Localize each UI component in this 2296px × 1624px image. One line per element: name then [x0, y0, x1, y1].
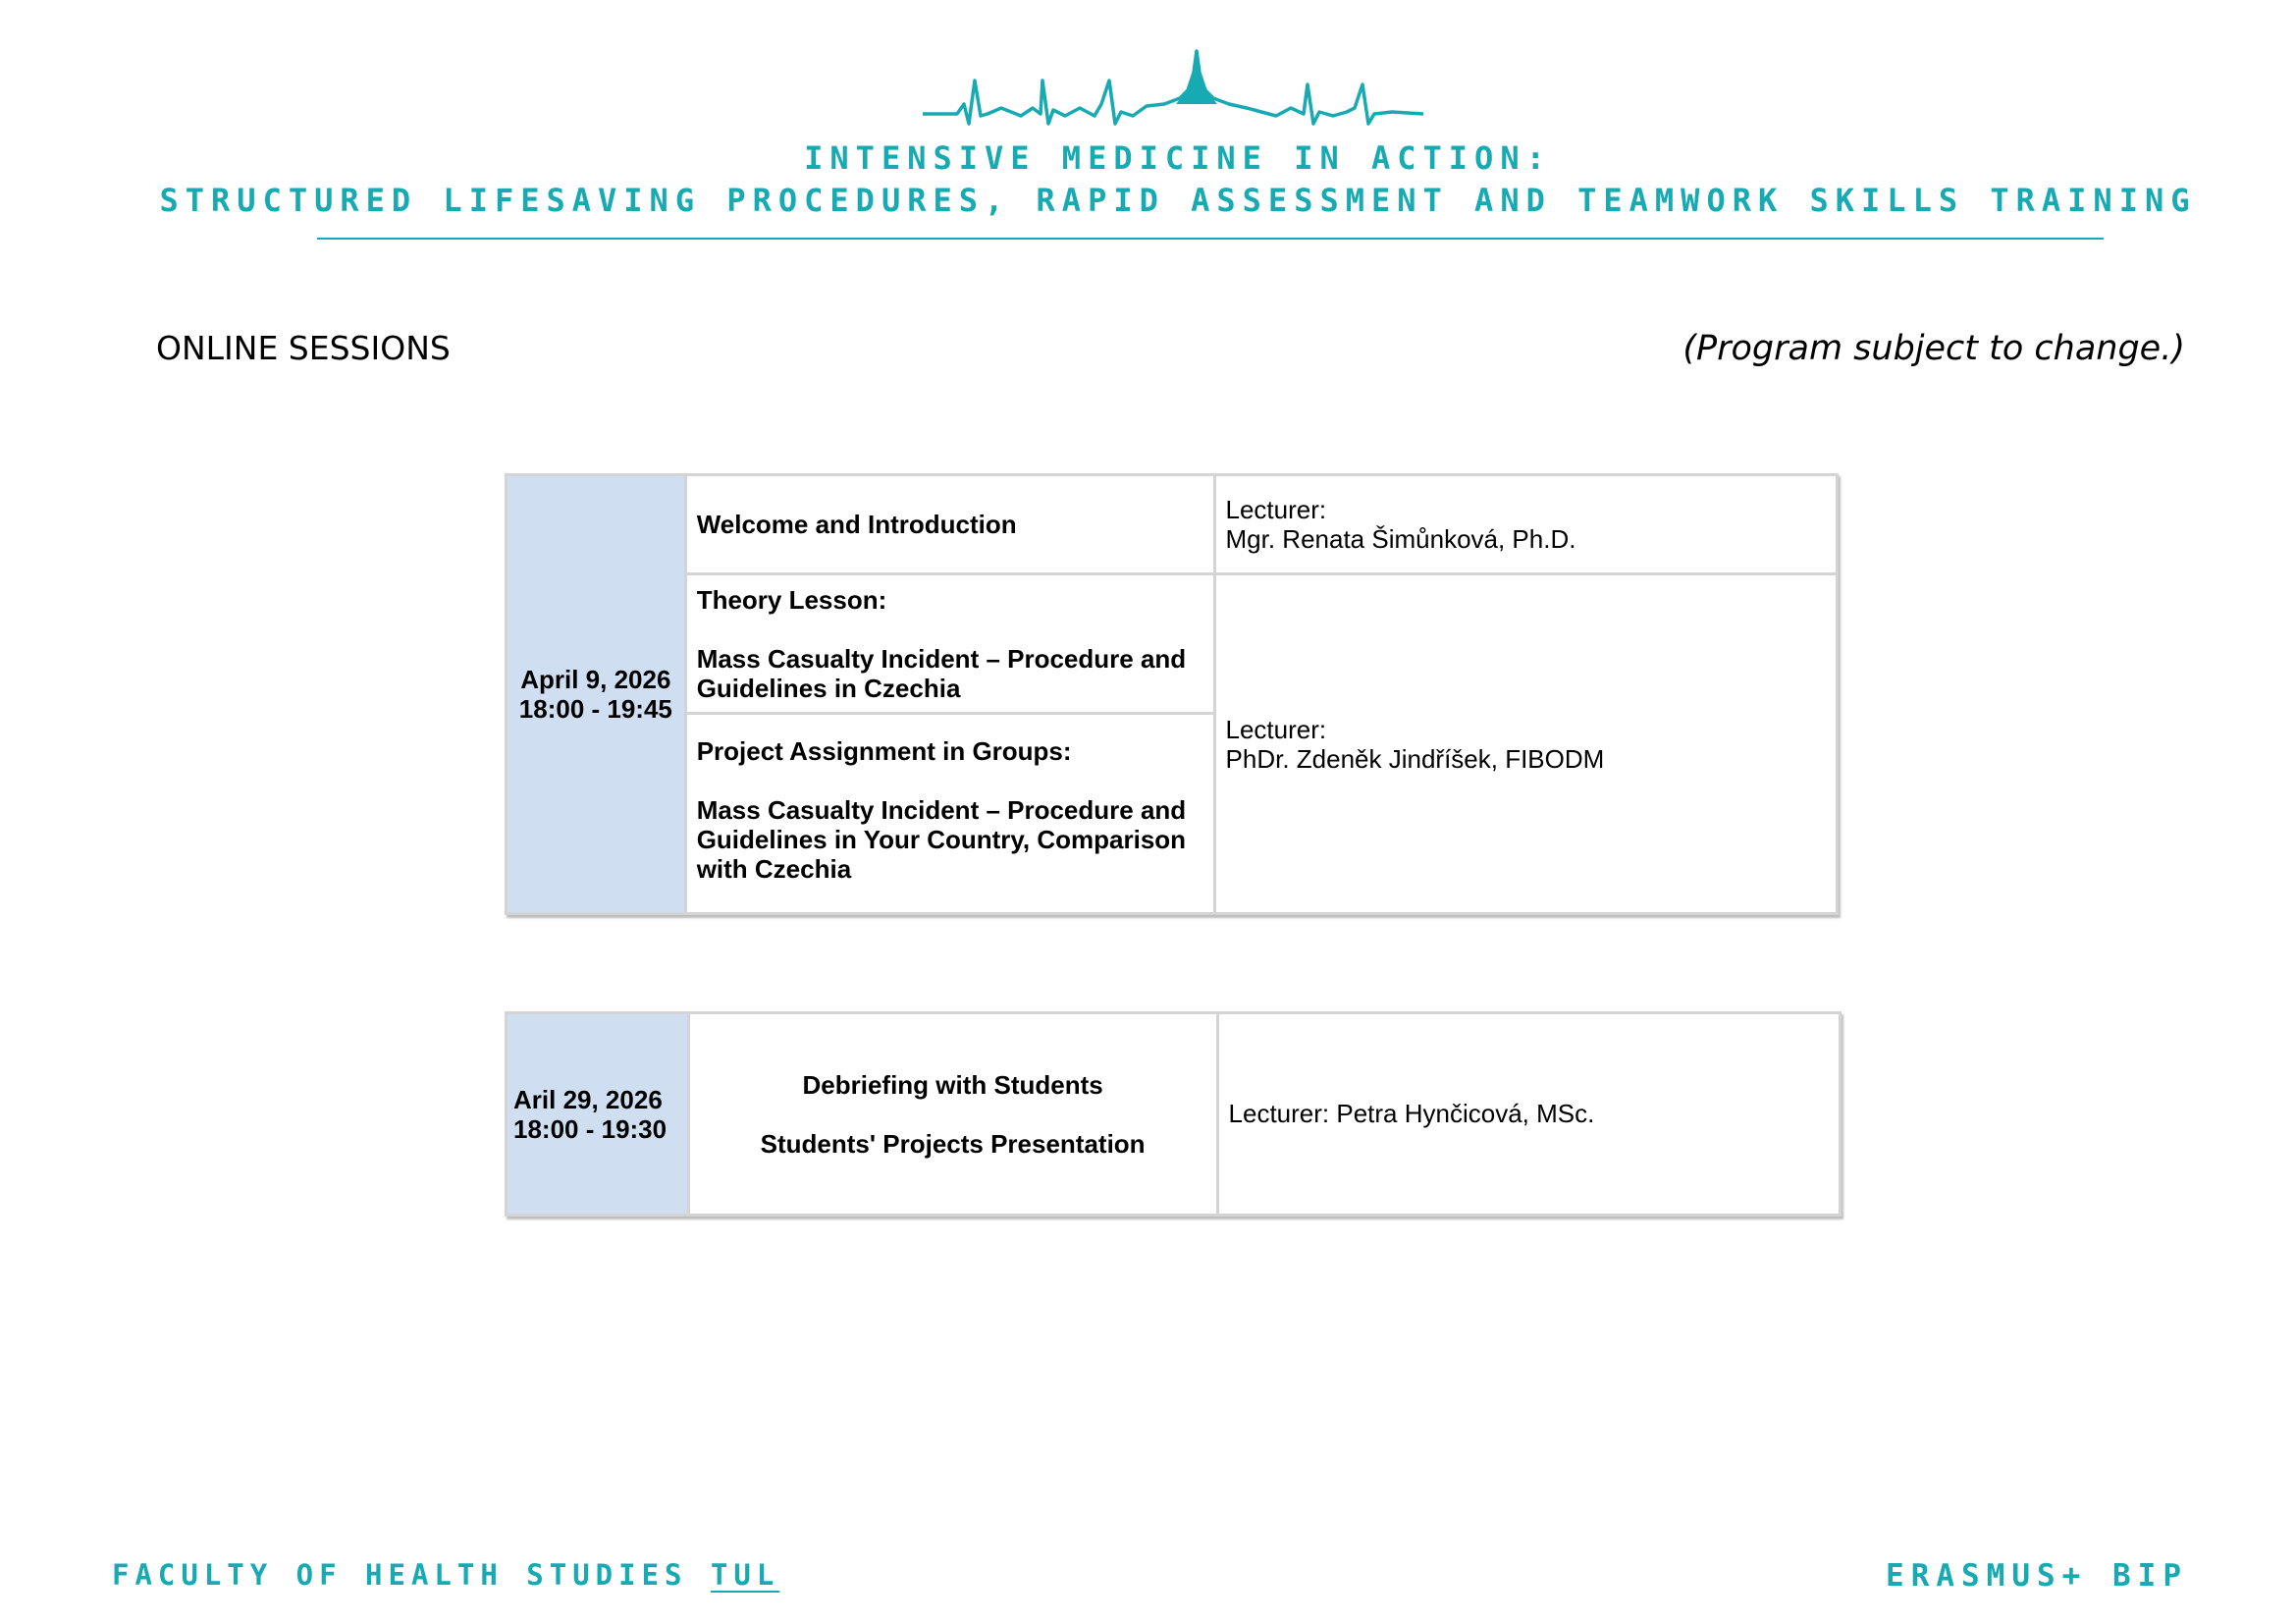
lecturer-name-2: PhDr. Zdeněk Jindříšek, FIBODM [1225, 743, 1605, 774]
session-2-date-cell [507, 1013, 689, 1216]
debriefing-cell [688, 1013, 1217, 1216]
project-assignment-cell [685, 714, 1214, 914]
lecturer-cell-3 [1217, 1013, 1840, 1216]
theory-heading: Theory Lesson: [696, 585, 887, 615]
program-note: (Program subject to change.) [1682, 329, 2185, 368]
footer-tul-link[interactable]: TUL [710, 1558, 780, 1592]
lecturer-name-3: Lecturer: Petra Hynčicová, MSc. [1228, 1099, 1595, 1128]
project-text: Mass Casualty Incident – Procedure and Guidelines in Your Country, Comparison with Czechia [696, 795, 1187, 884]
title-line-1: INTENSIVE MEDICINE IN ACTION: [804, 139, 1552, 177]
title-line-2: STRUCTURED LIFESAVING PROCEDURES, RAPID ASSESSMENT AND TEAMWORK SKILLS TRAINING [159, 182, 2197, 219]
lecturer-cell-2 [1214, 574, 1837, 914]
theory-text: Mass Casualty Incident – Procedure and Guidelines in Czechia [696, 644, 1187, 703]
lecturer-name-1: Mgr. Renata Šimůnková, Ph.D. [1225, 524, 1576, 554]
welcome-cell [685, 475, 1214, 574]
footer-erasmus: ERASMUS+ BIP [1886, 1558, 2188, 1594]
session-1-date-cell [507, 475, 686, 914]
footer-faculty [112, 1558, 779, 1592]
header-divider [317, 238, 2104, 240]
theory-lesson-cell [685, 574, 1214, 714]
lecturer-label-2: Lecturer: [1225, 714, 1327, 744]
session-2-date: Aril 29, 2026 [513, 1084, 663, 1114]
heartbeat-tower-logo [923, 47, 1423, 126]
debriefing-title: Debriefing with Students [802, 1069, 1103, 1100]
session-2-time: 18:00 - 19:30 [513, 1113, 667, 1144]
section-heading: ONLINE SESSIONS [156, 329, 451, 367]
project-heading: Project Assignment in Groups: [696, 736, 1072, 766]
lecturer-cell-1 [1214, 475, 1837, 574]
presentation-title: Students' Projects Presentation [760, 1128, 1146, 1159]
welcome-title: Welcome and Introduction [696, 509, 1017, 539]
session-1-date: April 9, 2026 [520, 665, 671, 694]
session-2-table [505, 1011, 1842, 1217]
session-1-time: 18:00 - 19:45 [518, 694, 672, 724]
session-1-table [505, 473, 1839, 915]
footer-faculty-text: FACULTY OF HEALTH STUDIES [112, 1558, 711, 1592]
lecturer-label-1: Lecturer: [1225, 495, 1327, 524]
